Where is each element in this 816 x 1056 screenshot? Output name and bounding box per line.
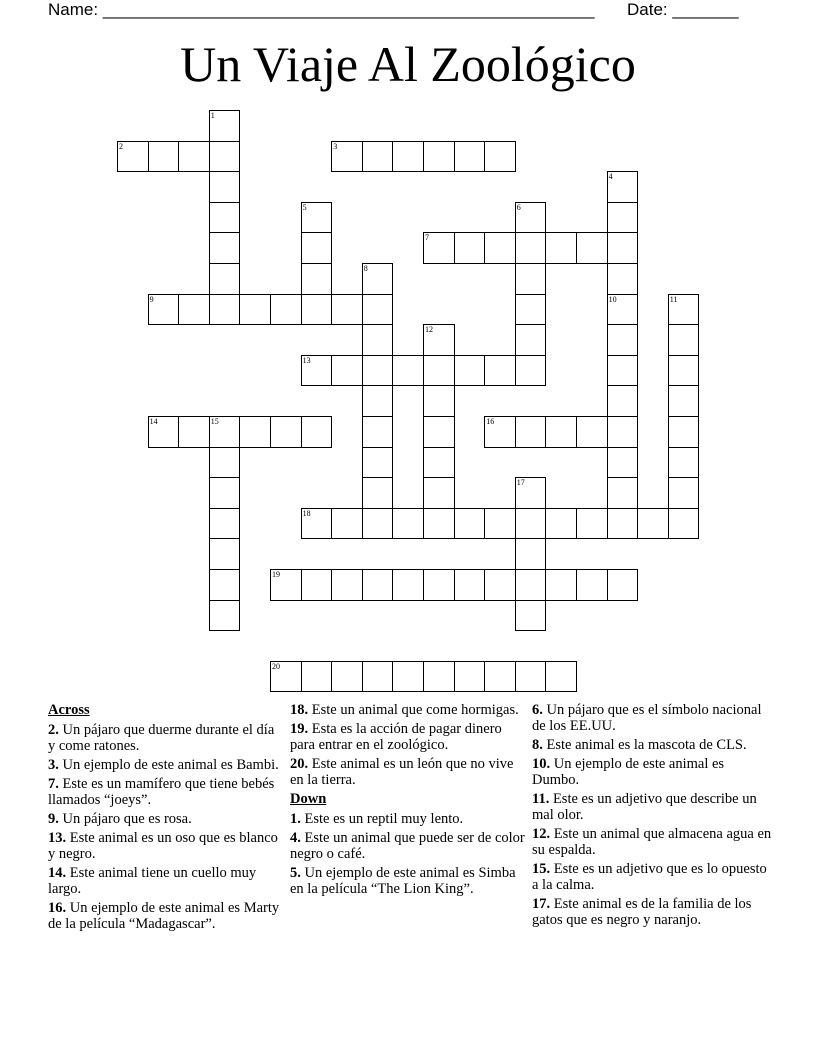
- grid-cell[interactable]: [668, 416, 700, 448]
- grid-cell[interactable]: [423, 661, 455, 693]
- grid-cell[interactable]: [423, 355, 455, 387]
- grid-cell[interactable]: [607, 263, 639, 295]
- grid-cell[interactable]: [454, 232, 486, 264]
- grid-cell[interactable]: [668, 477, 700, 509]
- clue-number: 19: [272, 570, 280, 579]
- grid-cell[interactable]: [515, 263, 547, 295]
- clue-number: 9: [149, 294, 154, 304]
- page-title: Un Viaje Al Zoológico: [180, 36, 636, 92]
- grid-cell[interactable]: [331, 294, 363, 326]
- grid-cell[interactable]: [362, 294, 394, 326]
- grid-cell[interactable]: [607, 385, 639, 417]
- grid-cell[interactable]: [545, 661, 577, 693]
- clue-across-9: 9. Un pájaro que es rosa.: [48, 811, 192, 827]
- clue-down-6: 6. Un pájaro que es el símbolo nacional de los EE.UU.: [532, 702, 762, 734]
- grid-cell[interactable]: [423, 416, 455, 448]
- clue-number: 7: [425, 233, 429, 243]
- grid-cell[interactable]: [668, 355, 700, 387]
- grid-cell[interactable]: [515, 416, 547, 448]
- name-label: Name:: [48, 0, 103, 19]
- grid-cell[interactable]: [515, 294, 547, 326]
- grid-cell[interactable]: [668, 508, 700, 540]
- grid-cell[interactable]: [454, 661, 486, 693]
- grid-cell[interactable]: [362, 324, 394, 356]
- down-heading: Down: [290, 791, 327, 807]
- grid-cell[interactable]: [515, 569, 547, 601]
- grid-cell[interactable]: [454, 355, 486, 387]
- clue-across-18: 18. Este un animal que come hormigas.: [290, 702, 519, 718]
- grid-cell[interactable]: [392, 508, 424, 540]
- grid-cell[interactable]: [301, 569, 333, 601]
- grid-cell[interactable]: [148, 141, 180, 173]
- clue-down-1: 1. Este es un reptil muy lento.: [290, 811, 464, 827]
- grid-cell[interactable]: [607, 477, 639, 509]
- grid-cell[interactable]: [209, 110, 241, 142]
- grid-cell[interactable]: [454, 508, 486, 540]
- grid-cell[interactable]: [209, 416, 241, 448]
- grid-cell[interactable]: [209, 171, 241, 203]
- grid-cell[interactable]: [607, 447, 639, 479]
- clue-down-17: 17. Este animal es de la familia de los gatos que es negro y naranjo.: [532, 896, 752, 928]
- grid-cell[interactable]: [484, 416, 516, 448]
- grid-cell[interactable]: [484, 141, 516, 173]
- grid-cell[interactable]: [362, 385, 394, 417]
- grid-cell[interactable]: [362, 263, 394, 295]
- clue-across-14: 14. Este animal tiene un cuello muy largo.: [48, 865, 257, 897]
- grid-cell[interactable]: [484, 232, 516, 264]
- grid-cell[interactable]: [515, 355, 547, 387]
- grid-cell[interactable]: [362, 661, 394, 693]
- grid-cell[interactable]: [392, 141, 424, 173]
- clue-number: 6: [516, 202, 521, 212]
- grid-cell[interactable]: [239, 294, 271, 326]
- clue-number: 5: [302, 202, 307, 212]
- grid-cell[interactable]: [423, 324, 455, 356]
- grid-cell[interactable]: [209, 263, 241, 295]
- grid-cell[interactable]: [607, 324, 639, 356]
- grid-cell[interactable]: [515, 202, 547, 234]
- grid-cell[interactable]: [117, 141, 149, 173]
- grid-cell[interactable]: [668, 385, 700, 417]
- across-heading: Across: [48, 702, 90, 718]
- grid-cell[interactable]: [362, 447, 394, 479]
- grid-cell[interactable]: [362, 569, 394, 601]
- grid-cell[interactable]: [423, 508, 455, 540]
- grid-cell[interactable]: [423, 141, 455, 173]
- grid-cell[interactable]: [178, 294, 210, 326]
- grid-cell[interactable]: [515, 600, 547, 632]
- grid-cell[interactable]: [668, 294, 700, 326]
- grid-cell[interactable]: [209, 569, 241, 601]
- grid-cell[interactable]: [576, 508, 608, 540]
- grid-cell[interactable]: [515, 477, 547, 509]
- grid-cell[interactable]: [423, 569, 455, 601]
- grid-cell[interactable]: [515, 324, 547, 356]
- grid-cell[interactable]: [362, 477, 394, 509]
- grid-cell[interactable]: [607, 202, 639, 234]
- grid-cell[interactable]: [331, 661, 363, 693]
- grid-cell[interactable]: [392, 355, 424, 387]
- clue-down-8: 8. Este animal es la mascota de CLS.: [532, 737, 747, 753]
- grid-cell[interactable]: [637, 508, 669, 540]
- grid-cell[interactable]: [576, 416, 608, 448]
- grid-cell[interactable]: [484, 355, 516, 387]
- grid-cell[interactable]: [148, 416, 180, 448]
- clue-across-3: 3. Un ejemplo de este animal es Bambi.: [48, 757, 279, 773]
- grid-cell[interactable]: [301, 355, 333, 387]
- grid-cell[interactable]: [209, 477, 241, 509]
- clue-number: 17: [516, 478, 525, 488]
- clue-across-20: 20. Este animal es un león que no vive en la tierra.: [290, 756, 514, 788]
- clues-column-3: [532, 702, 772, 931]
- clue-across-19: 19. Esta es la acción de pagar dinero para entrar en el zoológico.: [290, 721, 502, 753]
- grid-cell[interactable]: [301, 508, 333, 540]
- grid-cell[interactable]: [454, 141, 486, 173]
- grid-cell[interactable]: [607, 569, 639, 601]
- grid-cell[interactable]: [515, 508, 547, 540]
- grid-cell[interactable]: [607, 355, 639, 387]
- grid-cell[interactable]: [178, 141, 210, 173]
- grid-cell[interactable]: [392, 661, 424, 693]
- clue-down-11: 11. Este es un adjetivo que describe un mal olor.: [532, 791, 757, 823]
- grid-cell[interactable]: [301, 263, 333, 295]
- grid-cell[interactable]: [545, 508, 577, 540]
- grid-cell[interactable]: [209, 202, 241, 234]
- date-label: Date:: [627, 0, 673, 19]
- clue-number: 13: [302, 355, 311, 365]
- grid-cell[interactable]: [484, 661, 516, 693]
- clue-across-2: 2. Un pájaro que duerme durante el día y come ratones.: [48, 722, 275, 754]
- grid-cell[interactable]: [209, 447, 241, 479]
- clue-across-7: 7. Este es un mamífero que tiene bebés llamados “joeys”.: [48, 776, 275, 808]
- grid-cell[interactable]: [331, 569, 363, 601]
- grid-cell[interactable]: [423, 385, 455, 417]
- grid-cell[interactable]: [331, 355, 363, 387]
- grid-cell[interactable]: [545, 232, 577, 264]
- grid-cell[interactable]: [607, 416, 639, 448]
- clue-number: 11: [669, 294, 678, 304]
- grid-cell[interactable]: [301, 202, 333, 234]
- grid-cell[interactable]: [484, 569, 516, 601]
- clue-number: 18: [302, 508, 311, 518]
- grid-cell[interactable]: [362, 141, 394, 173]
- clue-number: 15: [210, 417, 219, 426]
- clue-number: 4: [608, 172, 613, 182]
- grid-cell[interactable]: [301, 232, 333, 264]
- clue-number: 20: [272, 661, 280, 671]
- grid-cell[interactable]: [362, 416, 394, 448]
- grid-cell[interactable]: [301, 294, 333, 326]
- grid-cell[interactable]: [270, 661, 302, 693]
- clue-number: 3: [333, 141, 338, 151]
- grid-cell[interactable]: [607, 294, 639, 326]
- grid-cell[interactable]: [607, 232, 639, 264]
- grid-cell[interactable]: [209, 141, 241, 173]
- name-line: ____________________________________________________: [102, 0, 595, 19]
- clue-down-5: 5. Un ejemplo de este animal es Simba en la película “The Lion King”.: [290, 865, 516, 897]
- grid-cell[interactable]: [607, 171, 639, 203]
- grid-cell[interactable]: [209, 508, 241, 540]
- clues-column-2: [290, 702, 526, 900]
- clue-number: 14: [149, 417, 158, 426]
- date-line: _______: [672, 0, 739, 19]
- grid-cell[interactable]: [454, 569, 486, 601]
- clue-number: 2: [119, 141, 123, 151]
- grid-cell[interactable]: [392, 569, 424, 601]
- grid-cell[interactable]: [423, 447, 455, 479]
- clue-down-4: 4. Este un animal que puede ser de color negro o café.: [290, 830, 525, 862]
- grid-cell[interactable]: [331, 508, 363, 540]
- grid-cell[interactable]: [270, 294, 302, 326]
- grid-cell[interactable]: [515, 232, 547, 264]
- grid-cell[interactable]: [545, 416, 577, 448]
- grid-cell[interactable]: [668, 324, 700, 356]
- grid-cell[interactable]: [515, 538, 547, 570]
- grid-cell[interactable]: [362, 355, 394, 387]
- clues-column-1: [48, 702, 284, 935]
- grid-cell[interactable]: [301, 416, 333, 448]
- clue-across-13: 13. Este animal es un oso que es blanco y negro.: [48, 830, 278, 862]
- grid-cell[interactable]: [423, 232, 455, 264]
- grid-cell[interactable]: [362, 508, 394, 540]
- grid-cell[interactable]: [423, 477, 455, 509]
- grid-cell[interactable]: [209, 294, 241, 326]
- clue-number: 8: [363, 264, 368, 273]
- grid-cell[interactable]: [148, 294, 180, 326]
- grid-cell[interactable]: [576, 569, 608, 601]
- clue-down-15: 15. Este es un adjetivo que es lo opuesto a la calma.: [532, 861, 767, 893]
- grid-cell[interactable]: [545, 569, 577, 601]
- grid-cell[interactable]: [270, 569, 302, 601]
- grid-cell[interactable]: [576, 232, 608, 264]
- clue-number: 16: [486, 417, 495, 426]
- grid-cell[interactable]: [668, 447, 700, 479]
- grid-cell[interactable]: [270, 416, 302, 448]
- grid-cell[interactable]: [607, 508, 639, 540]
- grid-cell[interactable]: [178, 416, 210, 448]
- clue-down-10: 10. Un ejemplo de este animal es Dumbo.: [532, 756, 725, 788]
- grid-cell[interactable]: [301, 661, 333, 693]
- clue-down-12: 12. Este un animal que almacena agua en su espalda.: [532, 826, 772, 858]
- grid-cell[interactable]: [331, 141, 363, 173]
- grid-cell[interactable]: [484, 508, 516, 540]
- grid-cell[interactable]: [209, 538, 241, 570]
- clue-across-16: 16. Un ejemplo de este animal es Marty de la película “Madagascar”.: [48, 900, 280, 932]
- grid-cell[interactable]: [209, 232, 241, 264]
- grid-cell[interactable]: [515, 661, 547, 693]
- clue-number: 10: [608, 294, 617, 304]
- grid-cell[interactable]: [239, 416, 271, 448]
- clue-number: 12: [425, 325, 433, 335]
- clue-number: 1: [210, 111, 215, 120]
- grid-cell[interactable]: [209, 600, 241, 632]
